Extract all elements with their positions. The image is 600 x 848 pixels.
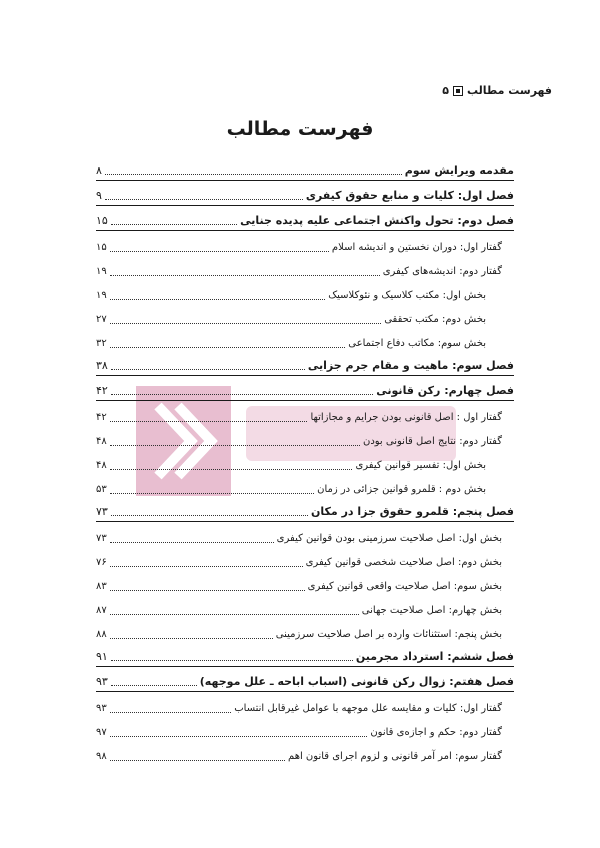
toc-entry-page-number: ۴۸: [96, 460, 107, 471]
toc-entry-page-number: ۵۳: [96, 484, 107, 495]
toc-entry-label: بخش پنجم: استثنائات وارده بر اصل صلاحیت سرزمینی: [275, 629, 502, 640]
toc-entry-chapter[interactable]: [96, 206, 514, 231]
dot-leader: [111, 660, 353, 661]
dot-leader: [110, 347, 346, 348]
dot-leader: [110, 566, 303, 567]
dot-leader: [110, 760, 285, 761]
toc-entry-label: فصل سوم: ماهیت و مقام جرم جزایی: [307, 359, 514, 372]
dot-leader: [110, 712, 231, 713]
toc-entry-page-number: ۷۶: [96, 557, 107, 568]
toc-entry-page-number: ۱۵: [96, 242, 107, 253]
toc-entry-chapter[interactable]: [96, 667, 514, 692]
toc-entry-label: مقدمه ویرایش سوم: [404, 164, 514, 177]
toc-entry-label: گفتار دوم: اندیشه‌های کیفری: [382, 266, 502, 277]
dot-leader: [111, 394, 373, 395]
toc-entry-label: فصل هفتم: زوال رکن قانونی (اسباب اباحه ـ علل موجهه): [199, 675, 514, 688]
toc-entry-label: گفتار سوم: امر آمر قانونی و لزوم اجرای قانون اهم: [288, 751, 502, 762]
toc-entry-page-number: ۸۷: [96, 605, 107, 616]
toc-entry-subsection[interactable]: [96, 449, 514, 473]
toc-entry-section[interactable]: [96, 618, 514, 642]
toc-entry-section[interactable]: [96, 401, 514, 425]
dot-leader: [110, 542, 274, 543]
toc-entry-page-number: ۸: [96, 164, 102, 177]
toc-entry-subsection[interactable]: [96, 279, 514, 303]
toc-entry-page-number: ۴۲: [96, 384, 108, 397]
toc-entry-label: بخش دوم : قلمرو قوانین جزائی در زمان: [317, 484, 486, 495]
dot-leader: [105, 199, 303, 200]
dot-leader: [110, 638, 273, 639]
toc-entry-page-number: ۸۳: [96, 581, 107, 592]
toc-entry-label: بخش دوم: اصل صلاحیت شخصی قوانین کیفری: [305, 557, 502, 568]
toc-entry-label: بخش چهارم: اصل صلاحیت جهانی: [361, 605, 502, 616]
toc-entry-page-number: ۲۷: [96, 314, 107, 325]
dot-leader: [105, 174, 402, 175]
toc-entry-label: بخش اول: تفسیر قوانین کیفری: [355, 460, 486, 471]
toc-entry-section[interactable]: [96, 570, 514, 594]
toc-entry-page-number: ۱۹: [96, 266, 107, 277]
toc-entry-page-number: ۹۳: [96, 675, 108, 688]
toc-entry-page-number: ۸۸: [96, 629, 107, 640]
toc-entry-section[interactable]: [96, 522, 514, 546]
toc-entry-page-number: ۴۲: [96, 412, 107, 423]
dot-leader: [111, 515, 308, 516]
toc-entry-page-number: ۳۸: [96, 359, 108, 372]
toc-entry-subsection[interactable]: [96, 303, 514, 327]
toc-entry-label: گفتار اول: کلیات و مقایسه علل موجهه با عوامل غیرقابل انتساب: [234, 703, 502, 714]
dot-leader: [111, 369, 305, 370]
toc-entry-section[interactable]: [96, 425, 514, 449]
dot-leader: [110, 445, 360, 446]
toc-entry-section[interactable]: [96, 740, 514, 764]
toc-entry-label: بخش دوم: مکتب تحققی: [384, 314, 486, 325]
toc-entry-label: گفتار دوم: نتایج اصل قانونی بودن: [362, 436, 502, 447]
toc-entry-label: فصل چهارم: رکن قانونی: [376, 384, 514, 397]
dot-leader: [110, 421, 308, 422]
toc-entry-section[interactable]: [96, 594, 514, 618]
header-page-number: ۵: [442, 84, 449, 97]
toc-entry-page-number: ۹: [96, 189, 102, 202]
toc-entry-page-number: ۷۳: [96, 505, 108, 518]
toc-entry-page-number: ۷۳: [96, 533, 107, 544]
dot-leader: [110, 736, 368, 737]
toc-entry-section[interactable]: [96, 231, 514, 255]
toc-entry-chapter[interactable]: [96, 376, 514, 401]
toc-entry-subsection[interactable]: [96, 473, 514, 497]
toc-entry-page-number: ۱۵: [96, 214, 108, 227]
toc-entry-page-number: ۹۸: [96, 751, 107, 762]
toc-entry-label: بخش سوم: مکاتب دفاع اجتماعی: [348, 338, 486, 349]
dot-leader: [111, 685, 197, 686]
dot-leader: [110, 275, 380, 276]
toc-entry-page-number: ۱۹: [96, 290, 107, 301]
toc-entry-section[interactable]: [96, 546, 514, 570]
dot-leader: [110, 469, 353, 470]
dot-leader: [110, 493, 314, 494]
square-icon: [453, 86, 463, 96]
toc-entry-label: گفتار دوم: حکم و اجازه‌ی قانون: [370, 727, 502, 738]
toc-entry-chapter[interactable]: [96, 642, 514, 667]
toc-entry-subsection[interactable]: [96, 327, 514, 351]
toc-entry-label: فصل اول: کلیات و منابع حقوق کیفری: [305, 189, 514, 202]
toc-entry-label: فصل ششم: استرداد مجرمین: [355, 650, 514, 663]
dot-leader: [111, 224, 237, 225]
running-head: [442, 84, 552, 97]
table-of-contents: [96, 156, 514, 764]
page-title: فهرست مطالب: [226, 118, 374, 140]
toc-entry-label: بخش اول: اصل صلاحیت سرزمینی بودن قوانین کیفری: [276, 533, 502, 544]
toc-entry-label: گفتار اول : اصل قانونی بودن جرایم و مجازاتها: [310, 412, 502, 423]
toc-entry-page-number: ۹۳: [96, 703, 107, 714]
toc-entry-page-number: ۹۷: [96, 727, 107, 738]
dot-leader: [110, 590, 305, 591]
toc-entry-chapter[interactable]: [96, 181, 514, 206]
dot-leader: [110, 323, 381, 324]
dot-leader: [110, 251, 329, 252]
toc-entry-label: فصل پنجم: قلمرو حقوق جزا در مکان: [311, 505, 514, 518]
toc-entry-section[interactable]: [96, 692, 514, 716]
toc-entry-page-number: ۹۱: [96, 650, 108, 663]
toc-entry-label: فصل دوم: تحول واکنش اجتماعی علیه پدیده جنایی: [240, 214, 514, 227]
toc-entry-chapter[interactable]: [96, 156, 514, 181]
toc-entry-page-number: ۳۲: [96, 338, 107, 349]
dot-leader: [110, 299, 325, 300]
toc-entry-chapter[interactable]: [96, 497, 514, 522]
toc-entry-page-number: ۴۸: [96, 436, 107, 447]
toc-entry-label: گفتار اول: دوران نخستین و اندیشه اسلام: [331, 242, 502, 253]
running-title: فهرست مطالب: [466, 84, 552, 97]
toc-entry-label: بخش اول: مکتب کلاسیک و نئوکلاسیک: [328, 290, 486, 301]
dot-leader: [110, 614, 359, 615]
toc-entry-label: بخش سوم: اصل صلاحیت واقعی قوانین کیفری: [307, 581, 502, 592]
toc-entry-section[interactable]: [96, 716, 514, 740]
toc-entry-section[interactable]: [96, 255, 514, 279]
toc-entry-chapter[interactable]: [96, 351, 514, 376]
